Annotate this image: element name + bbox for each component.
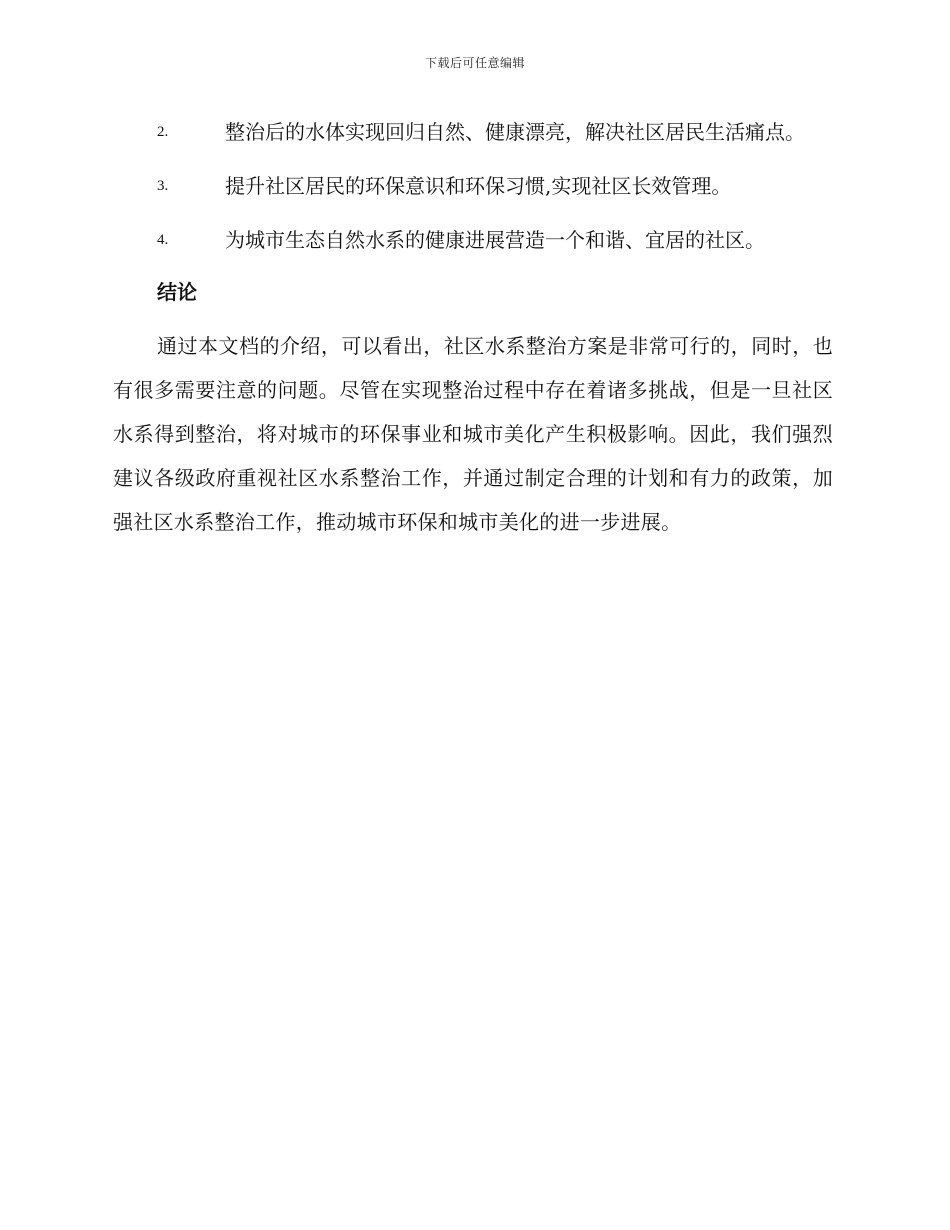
list-item-text: 提升社区居民的环保意识和环保习惯,实现社区长效管理。 [225,174,732,198]
list-item [113,110,833,154]
list-item-number: 2. [157,124,169,140]
document-body [113,110,833,544]
list-item-text: 整治后的水体实现回归自然、健康漂亮，解决社区居民生活痛点。 [225,120,805,144]
list-item-number: 4. [157,232,169,248]
list-item-number: 3. [157,178,169,194]
page-header: 下载后可任意编辑 [424,56,525,70]
list-item-text: 为城市生态自然水系的健康进展营造一个和谐、宜居的社区。 [225,228,765,252]
list-item [113,218,833,262]
section-title-conclusion: 结论 [157,280,197,304]
list-item [113,164,833,208]
conclusion-paragraph: 通过本文档的介绍，可以看出，社区水系整治方案是非常可行的，同时，也有很多需要注意的问题。尽管在实现整治过程中存在着诸多挑战，但是一旦社区水系得到整治，将对城市的环保事业和城市美化产生积极影响。因此，我们强烈建议各级政府重视社区水系整治工作，并通过制定合理的计划和有力的政策，加强社区水系整治工作，推动城市环保和城市美化的进一步进展。 [113,334,833,534]
